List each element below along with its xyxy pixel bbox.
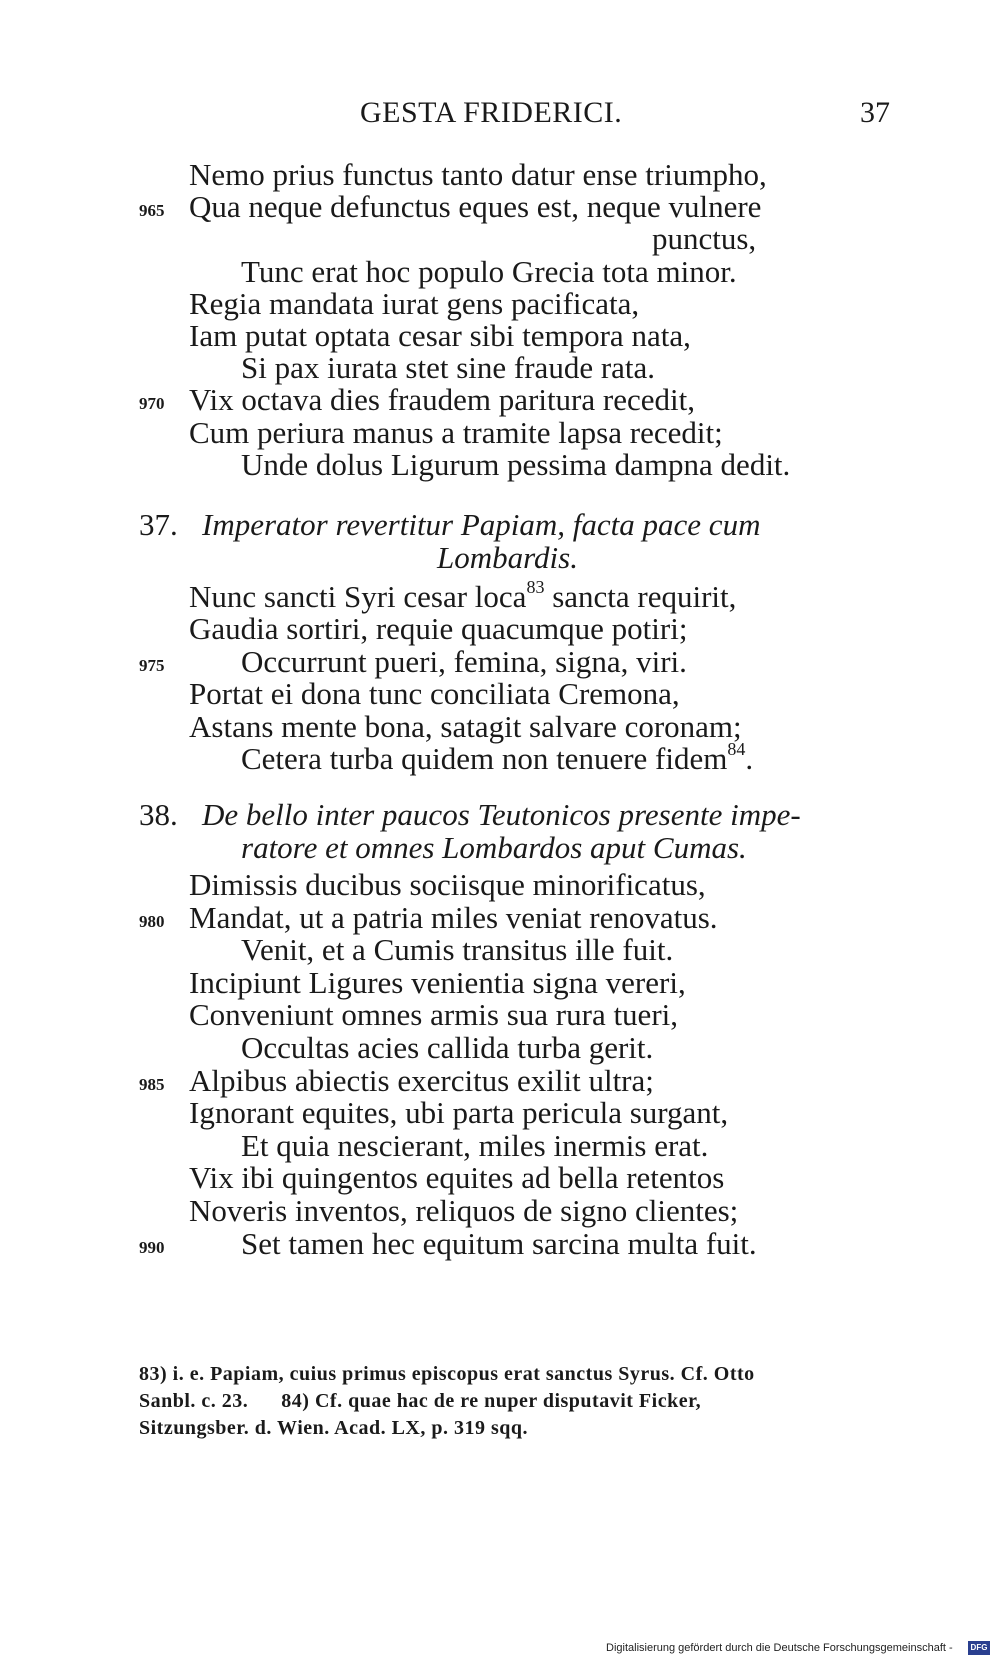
verse-text (189, 287, 639, 321)
verse-line (0, 710, 1000, 744)
section-37-title-line-1: Imperator revertitur Papiam, facta pace cum (202, 507, 761, 542)
verse-text-main: Qua neque defunctus eques est, neque vulnere (189, 189, 762, 225)
verse-line (0, 158, 1000, 192)
verse-text (241, 255, 737, 289)
verse-text-main: Vix octava dies fraudem paritura recedit, (189, 382, 695, 418)
verse-text-main: Noveris inventos, reliquos de signo clientes; (189, 1193, 739, 1228)
footnote-ref: 83 (526, 577, 545, 597)
section-38-number: 38. (139, 797, 178, 832)
verse-line (0, 1161, 1000, 1195)
verse-line (0, 351, 1000, 385)
section-38-title-line-2: ratore et omnes Lombardos aput Cumas. (241, 830, 747, 865)
digitization-credit (606, 1639, 990, 1657)
verse-text-main: Gaudia sortiri, requie quacumque potiri; (189, 611, 688, 647)
verse-text (241, 933, 673, 967)
verse-text (652, 222, 756, 256)
footnote-ref: 84 (727, 739, 746, 759)
verse-text-main: Et quia nescierant, miles inermis erat. (241, 1127, 709, 1163)
verse-text (189, 1194, 738, 1228)
verse-text (189, 1096, 728, 1130)
verse-line (0, 1129, 1000, 1163)
verse-text (189, 577, 737, 614)
verse-text (241, 1227, 757, 1261)
verse-line (0, 577, 1000, 614)
footnote-line: Sanbl. c. 23. 84) Cf. quae hac de re nuper disputavit Ficker, (139, 1390, 702, 1412)
verse-line (0, 222, 1000, 256)
verse-line (0, 1227, 1000, 1261)
verse-text (189, 1161, 724, 1195)
dfg-logo: DFG (968, 1641, 990, 1655)
section-37-title-line-2: Lombardis. (437, 540, 578, 575)
verse-text (189, 190, 761, 224)
verse-text-main: Venit, et a Cumis transitus ille fuit. (241, 932, 674, 968)
verse-line (0, 901, 1000, 935)
verse-text (189, 998, 678, 1032)
verse-text-main: Incipiunt Ligures venientia signa vereri, (189, 964, 686, 1000)
verse-line (0, 255, 1000, 289)
verse-line (0, 416, 1000, 450)
verse-text (189, 966, 686, 1000)
verse-line (0, 933, 1000, 967)
verse-text-main: Cum periura manus a tramite lapsa recedit; (189, 414, 723, 450)
verse-text-main: punctus, (652, 221, 757, 257)
verse-line (0, 1031, 1000, 1065)
verse-text (189, 677, 680, 711)
verse-text-main: Si pax iurata stet sine fraude rata. (241, 350, 656, 386)
line-number: 980 (139, 911, 165, 931)
verse-text (189, 901, 718, 935)
verse-line (0, 1096, 1000, 1130)
verse-line (0, 1064, 1000, 1098)
verse-line (0, 966, 1000, 1000)
verse-text (189, 158, 767, 192)
credit-text: Digitalisierung gefördert durch die Deutsche Forschungsgemeinschaft - (606, 1642, 953, 1654)
verse-text (189, 1064, 654, 1098)
verse-line (0, 190, 1000, 224)
verse-line (0, 677, 1000, 711)
verse-text-main: Vix ibi quingentos equites ad bella retentos (189, 1160, 725, 1196)
verse-text (189, 383, 695, 417)
verse-text-main: Unde dolus Ligurum pessima dampna dedit. (241, 446, 791, 482)
verse-text (189, 416, 723, 450)
verse-text (189, 868, 706, 902)
verse-line (0, 287, 1000, 321)
section-38-title-line-1: De bello inter paucos Teutonicos presente impe- (202, 797, 801, 832)
verse-text-main: Regia mandata iurat gens pacificata, (189, 285, 640, 321)
line-number: 990 (139, 1237, 165, 1257)
verse-text-main: Conveniunt omnes armis sua rura tueri, (189, 997, 679, 1033)
verse-text-main: Occultas acies callida turba gerit. (241, 1030, 654, 1065)
verse-text-main: Dimissis ducibus sociisque minorificatus, (189, 867, 706, 902)
verse-text (241, 645, 687, 679)
verse-text (241, 739, 754, 776)
verse-text (189, 612, 687, 646)
verse-text (241, 1031, 653, 1065)
footnote-line: 83) i. e. Papiam, cuius primus episcopus erat sanctus Syrus. Cf. Otto (139, 1363, 755, 1385)
running-title: GESTA FRIDERICI. (360, 96, 623, 129)
verse-text (241, 351, 655, 385)
running-header (360, 96, 890, 136)
verse-text (189, 319, 691, 353)
verse-line (0, 1194, 1000, 1228)
verse-text-main: Portat ei dona tunc conciliata Cremona, (189, 676, 680, 712)
page-number: 37 (860, 96, 890, 129)
verse-line (0, 998, 1000, 1032)
verse-line (0, 645, 1000, 679)
verse-line (0, 448, 1000, 482)
line-number: 985 (139, 1074, 165, 1094)
line-number: 970 (139, 394, 165, 414)
verse-text-main: Alpibus abiectis exercitus exilit ultra; (189, 1062, 654, 1098)
verse-text-main: Nunc sancti Syri cesar loca (189, 579, 527, 614)
verse-text-main: Occurrunt pueri, femina, signa, viri. (241, 643, 687, 679)
verse-text-main: Cetera turba quidem non tenuere fidem (241, 741, 728, 776)
verse-text-main: Mandat, ut a patria miles veniat renovatus. (189, 899, 718, 935)
section-37-number: 37. (139, 507, 178, 542)
verse-text-main: Set tamen hec equitum sarcina multa fuit. (241, 1225, 757, 1261)
verse-text-main: Ignorant equites, ubi parta pericula surgant, (189, 1095, 729, 1131)
verse-text-main: Tunc erat hoc populo Grecia tota minor. (241, 253, 737, 289)
verse-line (0, 383, 1000, 417)
footnotes (139, 1361, 889, 1442)
verse-line (0, 868, 1000, 902)
footnote-line: Sitzungsber. d. Wien. Acad. LX, p. 319 sqq. (139, 1417, 529, 1439)
verse-text-after: . (745, 741, 754, 776)
verse-line (0, 612, 1000, 646)
verse-text (241, 448, 790, 482)
verse-text (241, 1129, 708, 1163)
verse-text-main: Iam putat optata cesar sibi tempora nata, (189, 318, 691, 353)
verse-line (0, 739, 1000, 776)
verse-text-after: sancta requirit, (544, 579, 737, 614)
line-number: 975 (139, 655, 165, 675)
verse-text-main: Astans mente bona, satagit salvare coronam; (189, 708, 742, 744)
verse-text (189, 710, 742, 744)
line-number: 965 (139, 201, 165, 221)
verse-text-main: Nemo prius functus tanto datur ense triumpho, (189, 157, 767, 192)
verse-line (0, 319, 1000, 353)
